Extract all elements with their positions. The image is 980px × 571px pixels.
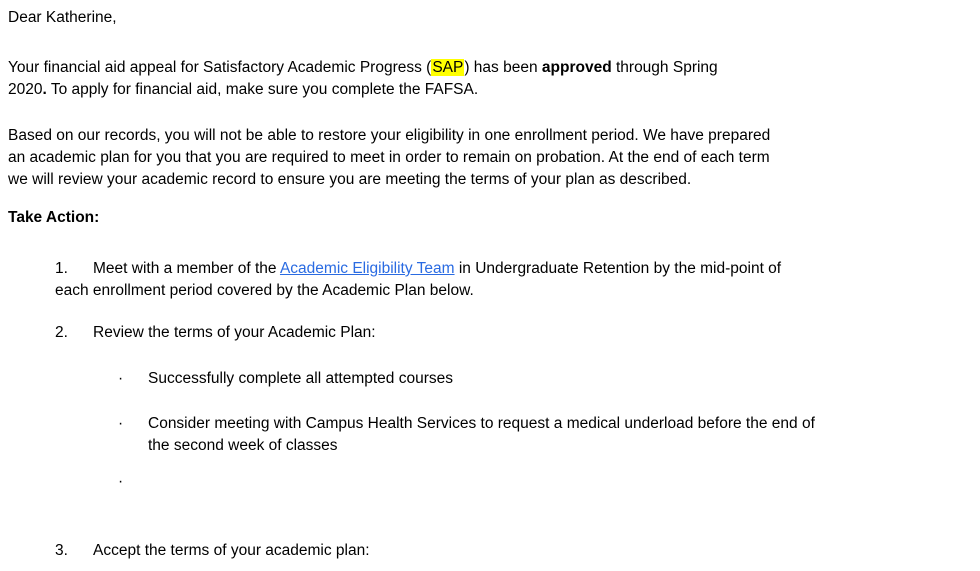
- bullet-marker: ·: [118, 473, 124, 490]
- sap-highlight: SAP: [432, 59, 464, 76]
- records-line-2: an academic plan for you that you are required to meet in order to remain on probation. At the end of each term: [8, 149, 770, 166]
- take-action-heading: [8, 207, 980, 229]
- item1-line-2: each enrollment period covered by the Academic Plan below.: [55, 282, 474, 299]
- bullet-marker: ·: [118, 415, 124, 432]
- bullet-item-empty: [118, 471, 980, 493]
- bullet-item-2: [118, 413, 980, 457]
- paragraph-appeal: [8, 57, 980, 101]
- records-line-1: Based on our records, you will not be able to restore your eligibility in one enrollment period. We have prepared: [8, 127, 771, 144]
- bullet-item-1: [118, 368, 980, 390]
- bullet2-line-1: Consider meeting with Campus Health Services to request a medical underload before the end of: [148, 415, 815, 432]
- appeal-bold-period: .: [42, 81, 47, 98]
- list-item-3: [55, 540, 980, 562]
- greeting: [8, 7, 980, 29]
- records-line-3: we will review your academic record to ensure you are meeting the terms of your plan as described.: [8, 171, 692, 188]
- appeal-text-2: ) has been: [464, 59, 542, 76]
- list-number-1: 1.: [55, 260, 68, 277]
- link-academic-eligibility-team[interactable]: Academic Eligibility Team: [279, 260, 455, 277]
- paragraph-records: [8, 125, 980, 191]
- list-item-2: [55, 322, 980, 344]
- list-number-3: 3.: [55, 542, 68, 559]
- appeal-year: 2020: [8, 81, 43, 98]
- bullet1-text: Successfully complete all attempted courses: [148, 370, 453, 387]
- appeal-text-4: To apply for financial aid, make sure you complete the FAFSA.: [46, 81, 479, 98]
- appeal-text-1: Your financial aid appeal for Satisfactory Academic Progress (: [8, 59, 432, 76]
- bullet2-line-2: the second week of classes: [148, 437, 338, 454]
- take-action-text: Take Action:: [8, 209, 100, 226]
- item3-text: Accept the terms of your academic plan:: [93, 542, 370, 559]
- bullet-marker: ·: [118, 370, 124, 387]
- item1-text-post: in Undergraduate Retention by the mid-point of: [454, 260, 782, 277]
- approved-bold: approved: [541, 59, 612, 76]
- list-item-1: [55, 258, 980, 302]
- greeting-text: Dear Katherine,: [8, 9, 117, 26]
- list-number-2: 2.: [55, 324, 68, 341]
- item1-text-pre: Meet with a member of the: [93, 260, 280, 277]
- item2-text: Review the terms of your Academic Plan:: [93, 324, 376, 341]
- appeal-text-3: through Spring: [611, 59, 718, 76]
